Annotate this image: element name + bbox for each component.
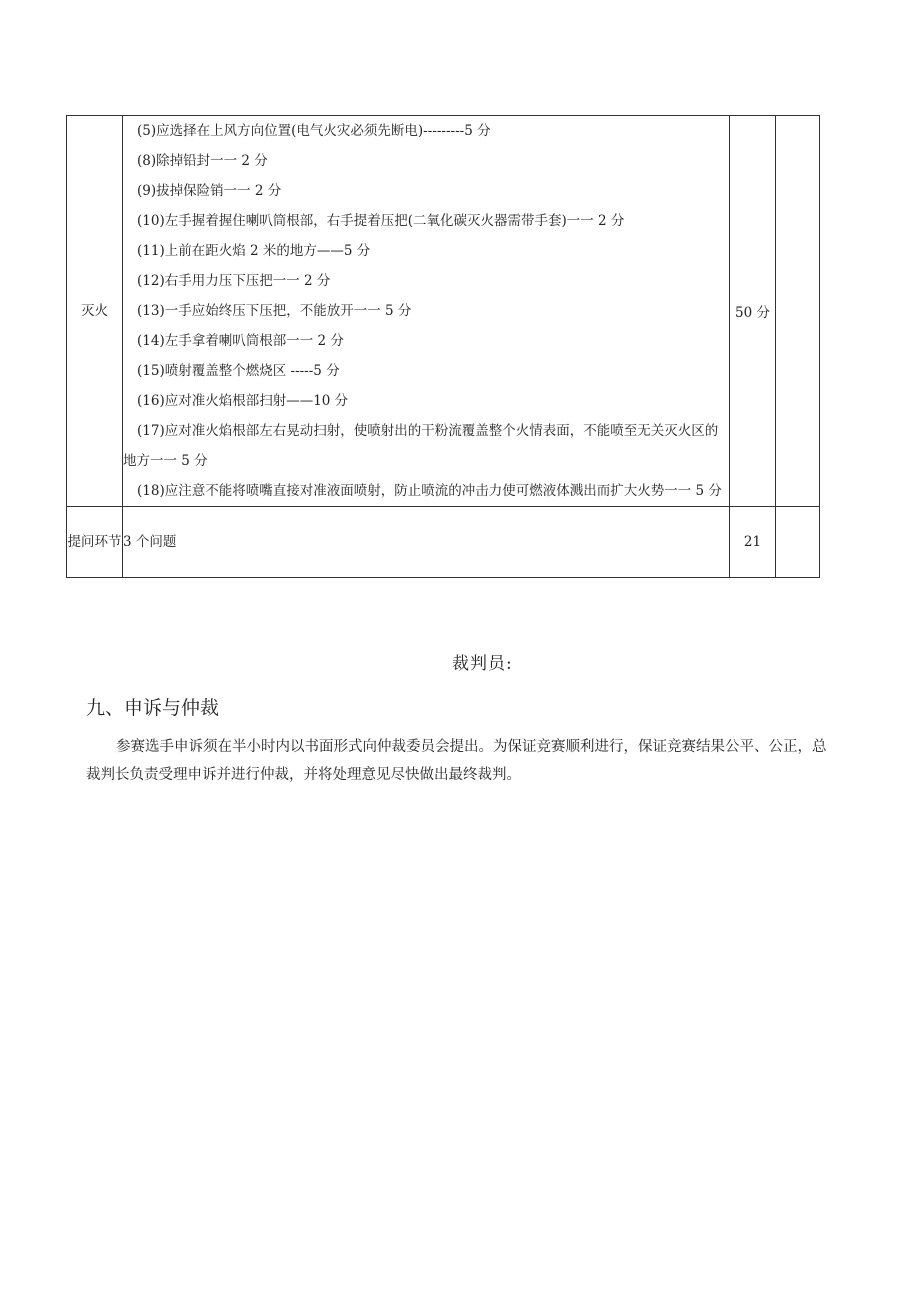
points-cell-fire: 50 分 — [730, 116, 776, 507]
category-cell-fire: 灭火 — [67, 116, 123, 507]
list-item: (11)上前在距火焰 2 米的地方——5 分 — [137, 243, 371, 259]
list-item: (10)左手握着握住喇叭筒根部，右手提着压把(二氧化碳灭火器需带手套)一一 2 分 — [137, 213, 625, 229]
list-item: (9)拔掉保险销一一 2 分 — [137, 183, 282, 199]
judge-signature-label: 裁判员: — [452, 654, 513, 674]
list-item: (5)应选择在上风方向位置(电气火灾必须先断电)---------5 分 — [137, 123, 491, 139]
points-cell-qa: 21 — [730, 507, 776, 578]
list-item: (17)应对准火焰根部左右晃动扫射，使喷射出的干粉流覆盖整个火情表面，不能喷至无关灭火区的地方一一 5 分 — [123, 423, 719, 469]
list-item: (12)右手用力压下压把一一 2 分 — [137, 273, 331, 289]
section-heading: 九、申诉与仲裁 — [86, 697, 220, 719]
category-cell-qa: 提问环节 — [67, 507, 123, 578]
list-item: (13)一手应始终压下压把，不能放开一一 5 分 — [137, 303, 412, 319]
content-cell-fire — [123, 116, 730, 507]
list-item: (15)喷射覆盖整个燃烧区 -----5 分 — [137, 363, 340, 379]
list-item: (18)应注意不能将喷嘴直接对准液面喷射，防止喷流的冲击力使可燃液体溅出而扩大火势一一 5 分 — [137, 483, 722, 499]
list-item: (8)除掉铅封一一 2 分 — [137, 153, 268, 169]
table-row-qa — [67, 507, 820, 578]
section-paragraph: 参赛选手申诉须在半小时内以书面形式向仲裁委员会提出。为保证竞赛顺利进行，保证竞赛结果公平、公正，总裁判长负责受理申诉并进行仲裁，并将处理意见尽快做出最终裁判。 — [86, 739, 827, 783]
table-row-fire — [67, 116, 820, 507]
scoring-table — [66, 115, 820, 578]
score-cell-qa — [776, 507, 820, 578]
list-item: (16)应对准火焰根部扫射——10 分 — [137, 393, 349, 409]
score-cell-fire — [776, 116, 820, 507]
list-item: (14)左手拿着喇叭筒根部一一 2 分 — [137, 333, 344, 349]
content-cell-qa: 3 个问题 — [123, 507, 730, 578]
